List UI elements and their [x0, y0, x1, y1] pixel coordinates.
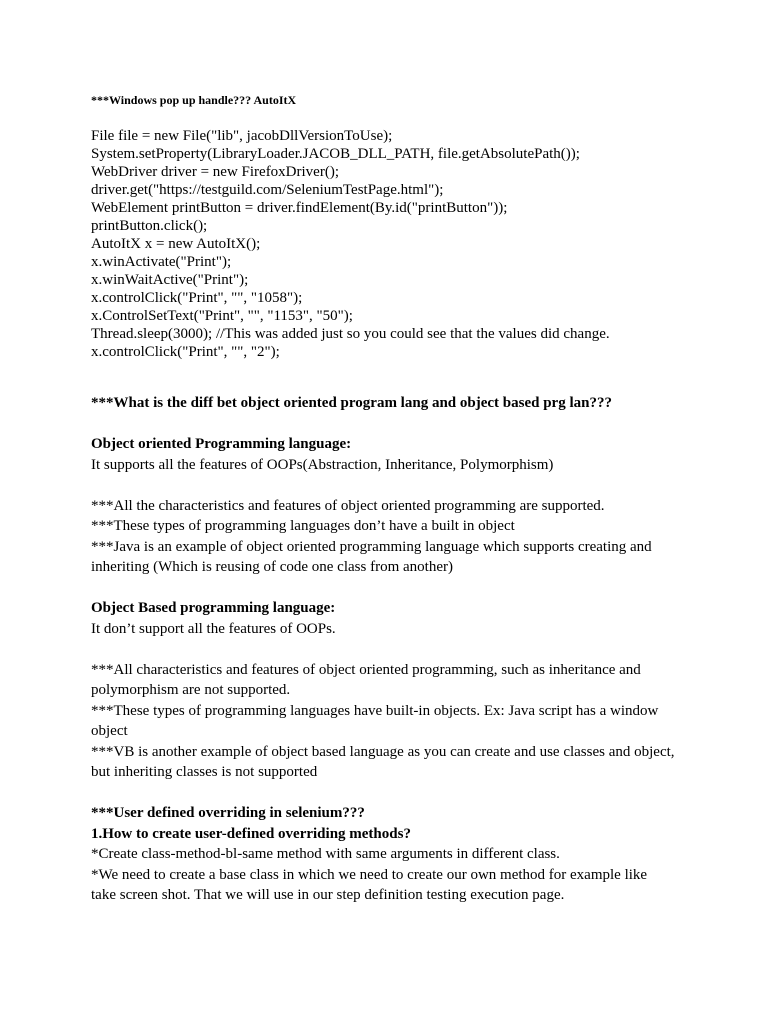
selenium-heading: ***User defined overriding in selenium???	[91, 805, 365, 821]
obp-point: object	[91, 723, 128, 739]
selenium-question: 1.How to create user-defined overriding methods?	[91, 825, 411, 842]
obp-point: ***All characteristics and features of object oriented programming, such as inheritance and	[91, 661, 641, 678]
obp-point: but inheriting classes is not supported	[91, 764, 318, 780]
code-line: System.setProperty(LibraryLoader.JACOB_DLL_PATH, file.getAbsolutePath());	[91, 146, 580, 162]
oop-description: It supports all the features of OOPs(Abstraction, Inheritance, Polymorphism)	[91, 456, 554, 473]
code-line: driver.get("https://testguild.com/SeleniumTestPage.html");	[91, 182, 444, 198]
oop-point: ***Java is an example of object oriented programming language which supports creating and	[91, 538, 652, 555]
obp-title: Object Based programming language:	[91, 600, 336, 616]
selenium-line: take screen shot. That we will use in our step definition testing execution page.	[91, 887, 565, 903]
oop-point: inheriting (Which is reusing of code one class from another)	[91, 559, 453, 575]
autoitx-heading: ***Windows pop up handle??? AutoItX	[91, 93, 297, 107]
selenium-line: *We need to create a base class in which we need to create our own method for example like	[91, 866, 648, 883]
comparison-heading: ***What is the diff bet object oriented program lang and object based prg lan???	[91, 395, 612, 411]
code-line: x.winActivate("Print");	[91, 254, 232, 270]
code-line: x.controlClick("Print", "", "1058");	[91, 290, 303, 306]
code-line: File file = new File("lib", jacobDllVersionToUse);	[91, 128, 393, 144]
code-line: x.controlClick("Print", "", "2");	[91, 344, 280, 360]
obp-description: It don’t support all the features of OOPs.	[91, 620, 336, 637]
code-line: x.winWaitActive("Print");	[91, 272, 249, 288]
code-line: WebElement printButton = driver.findElement(By.id("printButton"));	[91, 200, 508, 216]
obp-point: ***VB is another example of object based language as you can create and use classes and object,	[91, 743, 675, 760]
oop-point: ***These types of programming languages don’t have a built in object	[91, 518, 515, 534]
code-line: x.ControlSetText("Print", "", "1153", "50");	[91, 308, 353, 324]
oop-comparison-section	[91, 393, 691, 906]
code-line: AutoItX x = new AutoItX();	[91, 236, 261, 252]
code-line: Thread.sleep(3000); //This was added just so you could see that the values did change.	[91, 326, 610, 342]
oop-point: ***All the characteristics and features of object oriented programming are supported.	[91, 497, 605, 514]
selenium-line: *Create class-method-bl-same method with same arguments in different class.	[91, 846, 560, 862]
obp-point: polymorphism are not supported.	[91, 682, 291, 698]
oop-title: Object oriented Programming language:	[91, 436, 352, 452]
code-line: WebDriver driver = new FirefoxDriver();	[91, 164, 339, 180]
obp-point: ***These types of programming languages have built-in objects. Ex: Java script has a window	[91, 702, 659, 719]
code-block	[91, 127, 610, 361]
code-line: printButton.click();	[91, 218, 208, 234]
